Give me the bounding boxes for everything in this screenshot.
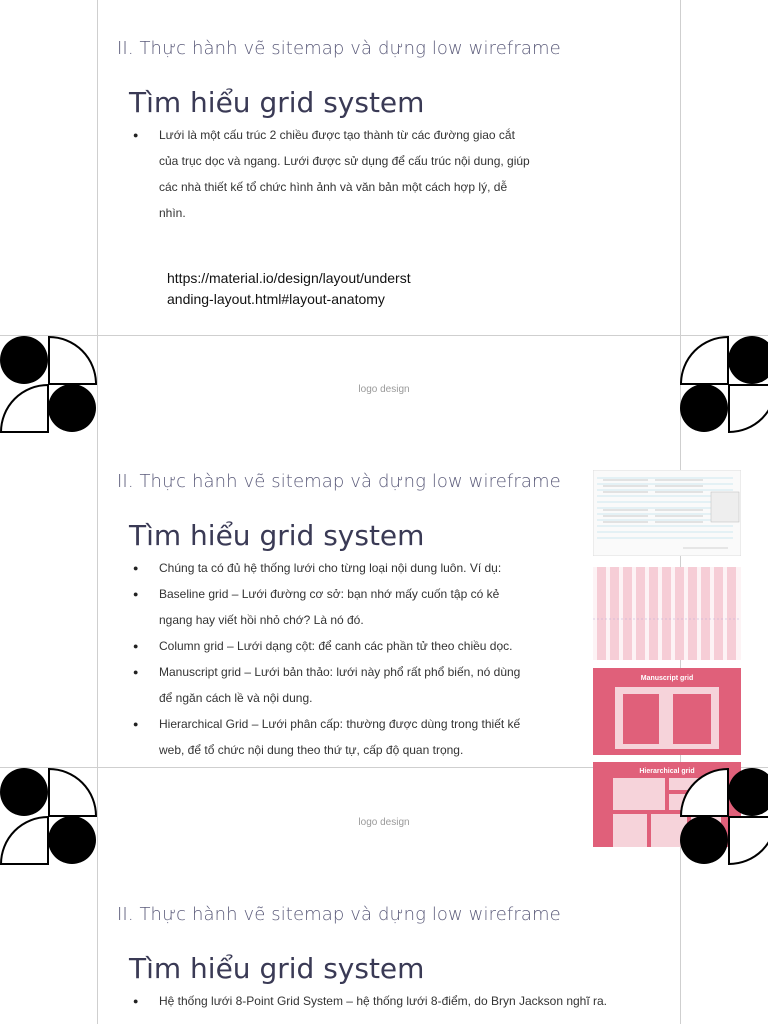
list-item: ● Hệ thống lưới 8-Point Grid System – hệ thống lưới 8-điểm, do Bryn Jackson nghĩ ra.	[133, 988, 653, 1014]
bullet-list	[133, 988, 653, 1014]
manuscript-grid-label: Manuscript grid	[640, 675, 694, 682]
manuscript-grid-thumbnail	[593, 668, 741, 755]
slide-divider-1	[0, 335, 768, 336]
slide-title: Tìm hiểu grid system	[129, 519, 425, 552]
slide-title: Tìm hiểu grid system	[129, 86, 425, 119]
bullet-list	[133, 122, 533, 226]
slide-3	[0, 862, 768, 1024]
logo-caption: logo design	[358, 384, 410, 395]
list-item: ● Chúng ta có đủ hệ thống lưới cho từng loại nội dung luôn. Ví dụ:	[133, 555, 523, 581]
hierarchical-grid-label: Hierarchical grid	[639, 768, 695, 775]
slide-1	[0, 0, 768, 335]
list-item: ● Hierarchical Grid – Lưới phân cấp: thường được dùng trong thiết kế web, để tổ chức nội dung theo thứ tự, cấp độ quan trọng.	[133, 711, 523, 763]
slide-title: Tìm hiểu grid system	[129, 952, 425, 985]
baseline-grid-thumbnail	[593, 470, 741, 556]
list-item: ● Lưới là một cấu trúc 2 chiều được tạo thành từ các đường giao cắt của trục dọc và ngang. Lưới được sử dụng để cấu trúc nội dung, giúp các nhà thiết kế tổ chức hình ảnh và văn bản một cách hợp lý, dễ nhìn.	[133, 122, 533, 226]
bullet-list	[133, 555, 523, 763]
column-grid-thumbnail	[593, 567, 741, 660]
logo-caption: logo design	[358, 817, 410, 828]
list-item: ● Column grid – Lưới dạng cột: để canh các phần tử theo chiều dọc.	[133, 633, 523, 659]
list-item: ● Baseline grid – Lưới đường cơ sở: bạn nhớ mấy cuốn tập có kẻ ngang hay viết hồi nhỏ chớ? Là nó đó.	[133, 581, 523, 633]
slide-header: II. Thực hành vẽ sitemap và dựng low wireframe	[117, 904, 561, 925]
reference-link[interactable]: https://material.io/design/layout/understanding-layout.html#layout-anatomy	[167, 270, 411, 307]
list-item: ● Manuscript grid – Lưới bản thảo: lưới này phổ rất phổ biến, nó dùng để ngăn cách lề và nội dung.	[133, 659, 523, 711]
slide-header: II. Thực hành vẽ sitemap và dựng low wireframe	[117, 38, 561, 59]
slide-header: II. Thực hành vẽ sitemap và dựng low wireframe	[117, 471, 561, 492]
